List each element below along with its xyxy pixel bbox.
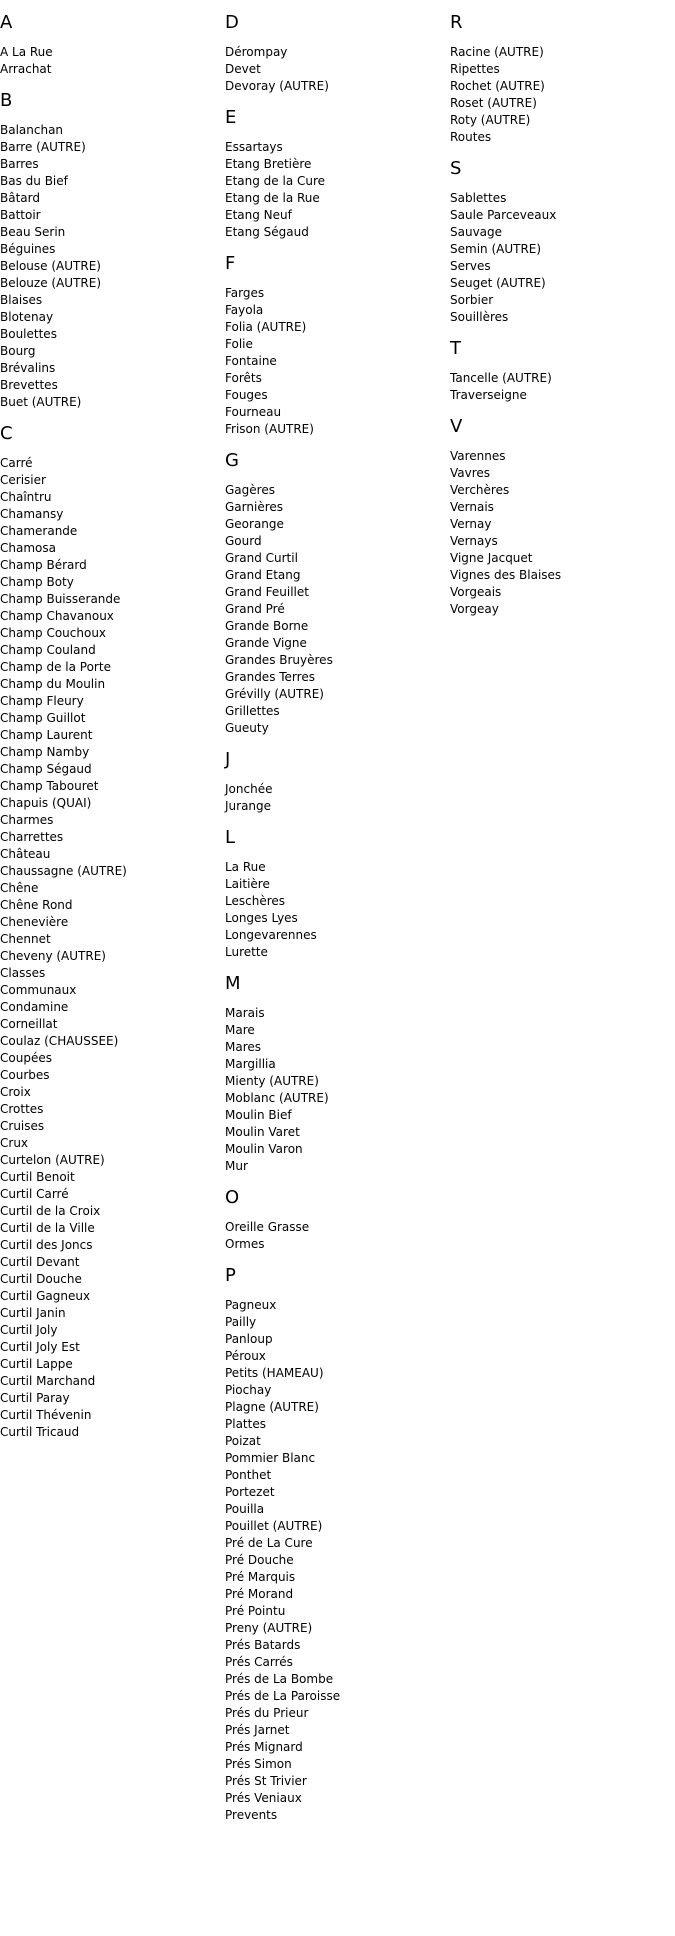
place-list [225,1219,445,1253]
place-link[interactable]: Champ du Moulin [0,677,106,691]
place-link[interactable]: Prés Mignard [225,1740,303,1754]
place-list [225,139,445,241]
letter-heading: O [225,1187,240,1208]
place-link[interactable]: Cruises [0,1119,45,1133]
place-link[interactable]: Curtelon (AUTRE) [0,1153,105,1167]
letter-heading: G [225,450,239,471]
place-link[interactable]: Champ Couchoux [0,626,107,640]
place-link[interactable]: Bâtard [0,191,40,205]
letter-section-j [225,749,445,815]
place-link[interactable]: Pailly [225,1315,257,1329]
place-link[interactable]: Roty (AUTRE) [450,113,531,127]
place-link[interactable]: Curtil Janin [0,1306,66,1320]
place-link[interactable]: Prés de La Bombe [225,1672,334,1686]
place-link[interactable]: Moulin Bief [225,1108,292,1122]
place-link[interactable]: Varennes [450,449,506,463]
place-link[interactable]: Battoir [0,208,41,222]
place-list [225,1297,445,1824]
place-link[interactable]: Béguines [0,242,56,256]
place-link[interactable]: Mare [225,1023,255,1037]
place-link[interactable]: Vorgeay [450,602,499,616]
place-link[interactable]: Grand Etang [225,568,301,582]
place-link[interactable]: Brévalins [0,361,56,375]
place-link[interactable]: Garnières [225,500,284,514]
place-link[interactable]: Champ Chavanoux [0,609,114,623]
letter-section-b [0,90,220,411]
letter-heading: T [450,338,461,359]
place-link[interactable]: Rochet (AUTRE) [450,79,545,93]
place-link[interactable]: Pré Marquis [225,1570,296,1584]
place-link[interactable]: Vignes des Blaises [450,568,562,582]
place-link[interactable]: Longevarennes [225,928,317,942]
place-link[interactable]: Champ Boty [0,575,74,589]
place-link[interactable]: Lurette [225,945,268,959]
place-link[interactable]: Fouges [225,388,268,402]
letter-heading: V [450,416,463,437]
place-link[interactable]: A La Rue [0,45,53,59]
place-link[interactable]: Etang Ségaud [225,225,309,239]
place-link[interactable]: Buet (AUTRE) [0,395,82,409]
place-link[interactable]: Dérompay [225,45,288,59]
place-list [225,44,445,95]
letter-section-t [450,338,670,404]
place-link[interactable]: Cheveny (AUTRE) [0,949,106,963]
place-link[interactable]: Bourg [0,344,36,358]
letter-section-m [225,973,445,1175]
place-link[interactable]: Curtil Lappe [0,1357,73,1371]
place-link[interactable]: Coupées [0,1051,52,1065]
place-link[interactable]: Curtil des Joncs [0,1238,93,1252]
place-link[interactable]: Grand Curtil [225,551,298,565]
place-link[interactable]: Oreille Grasse [225,1220,310,1234]
place-link[interactable]: Arrachat [0,62,52,76]
place-list [450,370,670,404]
place-link[interactable]: Racine (AUTRE) [450,45,544,59]
place-list [0,455,220,1441]
place-link[interactable]: Curtil Paray [0,1391,70,1405]
place-link[interactable]: Prés Batards [225,1638,301,1652]
place-link[interactable]: Blaises [0,293,43,307]
place-link[interactable]: Essartays [225,140,283,154]
place-link[interactable]: Grande Vigne [225,636,307,650]
place-link[interactable]: Brevettes [0,378,58,392]
place-link[interactable]: Pré de La Cure [225,1536,313,1550]
place-link[interactable]: Grillettes [225,704,280,718]
place-list [225,285,445,438]
letter-section-e [225,107,445,241]
place-link[interactable]: Péroux [225,1349,266,1363]
place-link[interactable]: Champ Namby [0,745,90,759]
place-link[interactable]: Vernay [450,517,492,531]
letter-heading: C [0,423,13,444]
index-column-3 [450,0,670,630]
place-link[interactable]: Courbes [0,1068,50,1082]
letter-heading: S [450,158,462,179]
place-link[interactable]: Curtil Joly Est [0,1340,80,1354]
place-link[interactable]: Portezet [225,1485,275,1499]
letter-section-v [450,416,670,618]
place-link[interactable]: Chêne Rond [0,898,73,912]
place-link[interactable]: Pagneux [225,1298,277,1312]
place-link[interactable]: Etang Bretière [225,157,312,171]
place-link[interactable]: Champ Bérard [0,558,87,572]
place-link[interactable]: Grande Borne [225,619,309,633]
place-link[interactable]: Chenevière [0,915,69,929]
place-list [450,44,670,146]
place-link[interactable]: Prevents [225,1808,278,1822]
place-link[interactable]: Curtil Devant [0,1255,80,1269]
letter-section-o [225,1187,445,1253]
place-link[interactable]: Vernais [450,500,494,514]
place-link[interactable]: Traverseigne [450,388,527,402]
letter-heading: L [225,827,236,848]
place-link[interactable]: Belouze (AUTRE) [0,276,101,290]
place-link[interactable]: Crottes [0,1102,44,1116]
place-link[interactable]: Belouse (AUTRE) [0,259,101,273]
place-link[interactable]: Vernays [450,534,498,548]
place-link[interactable]: Marais [225,1006,265,1020]
place-link[interactable]: Vigne Jacquet [450,551,533,565]
place-link[interactable]: Classes [0,966,46,980]
place-list [225,1005,445,1175]
place-link[interactable]: Laitière [225,877,270,891]
place-list [225,781,445,815]
place-link[interactable]: Georange [225,517,284,531]
place-link[interactable]: Chamerande [0,524,78,538]
place-link[interactable]: Champ Fleury [0,694,84,708]
letter-section-c [0,423,220,1441]
place-link[interactable]: Curtil Douche [0,1272,82,1286]
place-link[interactable]: Saule Parceveaux [450,208,557,222]
place-link[interactable]: Curtil de la Ville [0,1221,95,1235]
place-list [225,482,445,737]
place-link[interactable]: Petits (HAMEAU) [225,1366,324,1380]
letter-heading: R [450,12,463,33]
place-link[interactable]: Preny (AUTRE) [225,1621,313,1635]
place-link[interactable]: Leschères [225,894,285,908]
place-link[interactable]: Panloup [225,1332,273,1346]
place-list [225,859,445,961]
place-link[interactable]: Devet [225,62,261,76]
place-link[interactable]: Prés Jarnet [225,1723,290,1737]
place-link[interactable]: Moulin Varon [225,1142,303,1156]
place-link[interactable]: Roset (AUTRE) [450,96,537,110]
place-link[interactable]: Etang de la Rue [225,191,320,205]
place-list [450,190,670,326]
place-link[interactable]: Curtil Gagneux [0,1289,91,1303]
place-link[interactable]: Prés St Trivier [225,1774,307,1788]
place-link[interactable]: Mienty (AUTRE) [225,1074,319,1088]
place-link[interactable]: Folia (AUTRE) [225,320,307,334]
place-link[interactable]: Moblanc (AUTRE) [225,1091,329,1105]
place-link[interactable]: Longes Lyes [225,911,298,925]
index-column-2 [225,0,445,1836]
letter-section-g [225,450,445,737]
place-link[interactable]: Champ Guillot [0,711,86,725]
place-link[interactable]: Plagne (AUTRE) [225,1400,319,1414]
letter-section-a [0,12,220,78]
place-link[interactable]: Château [0,847,51,861]
place-link[interactable]: Curtil Thévenin [0,1408,92,1422]
place-link[interactable]: Poizat [225,1434,261,1448]
place-link[interactable]: Curtil Benoit [0,1170,75,1184]
place-link[interactable]: Prés du Prieur [225,1706,309,1720]
place-link[interactable]: Barre (AUTRE) [0,140,86,154]
place-link[interactable]: Curtil Tricaud [0,1425,80,1439]
place-link[interactable]: Vorgeais [450,585,502,599]
place-link[interactable]: Gourd [225,534,262,548]
place-link[interactable]: Etang de la Cure [225,174,326,188]
place-link[interactable]: Routes [450,130,492,144]
place-link[interactable]: Farges [225,286,265,300]
place-link[interactable]: Grand Feuillet [225,585,309,599]
place-link[interactable]: Barres [0,157,39,171]
place-link[interactable]: Chaussagne (AUTRE) [0,864,127,878]
place-link[interactable]: Frison (AUTRE) [225,422,314,436]
letter-heading: M [225,973,241,994]
place-link[interactable]: Piochay [225,1383,272,1397]
letter-heading: A [0,12,13,33]
place-link[interactable]: Chamosa [0,541,56,555]
place-link[interactable]: Champ Ségaud [0,762,92,776]
place-link[interactable]: Gagères [225,483,275,497]
place-link[interactable]: Pommier Blanc [225,1451,316,1465]
place-link[interactable]: Pré Douche [225,1553,294,1567]
place-link[interactable]: Boulettes [0,327,57,341]
letter-heading: B [0,90,13,111]
letter-section-s [450,158,670,326]
place-link[interactable]: Prés Veniaux [225,1791,302,1805]
letter-section-r [450,12,670,146]
place-link[interactable]: Fayola [225,303,264,317]
place-link[interactable]: Fontaine [225,354,277,368]
place-link[interactable]: Curtil Marchand [0,1374,96,1388]
place-link[interactable]: Prés Carrés [225,1655,293,1669]
place-link[interactable]: Champ Buisserande [0,592,121,606]
index-column-1 [0,0,220,1453]
place-link[interactable]: Margillia [225,1057,276,1071]
place-link[interactable]: Moulin Varet [225,1125,300,1139]
letter-heading: E [225,107,237,128]
place-link[interactable]: Communaux [0,983,77,997]
place-link[interactable]: Champ de la Porte [0,660,111,674]
letter-heading: D [225,12,239,33]
place-link[interactable]: Devoray (AUTRE) [225,79,329,93]
letter-heading: J [225,749,231,770]
place-link[interactable]: Sablettes [450,191,507,205]
letter-heading: P [225,1265,236,1286]
place-link[interactable]: Carré [0,456,33,470]
place-link[interactable]: Crux [0,1136,29,1150]
letter-heading: F [225,253,236,274]
letter-section-d [225,12,445,95]
place-link[interactable]: Folie [225,337,253,351]
place-link[interactable]: Curtil de la Croix [0,1204,101,1218]
place-link[interactable]: Sorbier [450,293,494,307]
place-link[interactable]: Blotenay [0,310,54,324]
place-link[interactable]: Prés de La Paroisse [225,1689,341,1703]
place-link[interactable]: Gueuty [225,721,269,735]
place-link[interactable]: Champ Tabouret [0,779,99,793]
place-link[interactable]: Cerisier [0,473,46,487]
place-link[interactable]: Sauvage [450,225,503,239]
place-link[interactable]: Vavres [450,466,491,480]
place-link[interactable]: Corneillat [0,1017,58,1031]
place-link[interactable]: Curtil Joly [0,1323,58,1337]
place-link[interactable]: Curtil Carré [0,1187,69,1201]
place-link[interactable]: Chapuis (QUAI) [0,796,92,810]
place-link[interactable]: Verchères [450,483,510,497]
place-link[interactable]: Beau Serin [0,225,66,239]
place-link[interactable]: Chaîntru [0,490,52,504]
place-link[interactable]: Pouilla [225,1502,265,1516]
place-link[interactable]: Chêne [0,881,39,895]
place-link[interactable]: Semin (AUTRE) [450,242,542,256]
letter-section-p [225,1265,445,1824]
place-list [450,448,670,618]
place-link[interactable]: Etang Neuf [225,208,292,222]
place-link[interactable]: Mares [225,1040,262,1054]
place-link[interactable]: Tancelle (AUTRE) [450,371,552,385]
place-link[interactable]: Pré Pointu [225,1604,286,1618]
place-link[interactable]: Charmes [0,813,54,827]
place-link[interactable]: Fourneau [225,405,282,419]
place-link[interactable]: Jonchée [225,782,273,796]
place-link[interactable]: Chamansy [0,507,64,521]
place-link[interactable]: Chennet [0,932,51,946]
place-link[interactable]: Champ Couland [0,643,96,657]
place-link[interactable]: Ormes [225,1237,265,1251]
place-link[interactable]: Mur [225,1159,248,1173]
place-link[interactable]: Ripettes [450,62,500,76]
place-link[interactable]: Condamine [0,1000,69,1014]
place-list [0,44,220,78]
place-link[interactable]: Serves [450,259,491,273]
place-link[interactable]: Ponthet [225,1468,272,1482]
place-link[interactable]: Grandes Bruyères [225,653,333,667]
place-link[interactable]: Balanchan [0,123,64,137]
place-link[interactable]: La Rue [225,860,266,874]
place-link[interactable]: Charrettes [0,830,64,844]
place-link[interactable]: Grandes Terres [225,670,315,684]
place-link[interactable]: Forêts [225,371,262,385]
place-link[interactable]: Bas du Bief [0,174,68,188]
place-link[interactable]: Coulaz (CHAUSSEE) [0,1034,119,1048]
place-link[interactable]: Pouillet (AUTRE) [225,1519,323,1533]
place-list [0,122,220,411]
place-link[interactable]: Souillères [450,310,509,324]
place-link[interactable]: Croix [0,1085,31,1099]
letter-section-f [225,253,445,438]
place-link[interactable]: Champ Laurent [0,728,93,742]
place-link[interactable]: Grévilly (AUTRE) [225,687,324,701]
place-link[interactable]: Seuget (AUTRE) [450,276,546,290]
place-link[interactable]: Grand Pré [225,602,285,616]
place-link[interactable]: Plattes [225,1417,266,1431]
place-link[interactable]: Prés Simon [225,1757,292,1771]
letter-section-l [225,827,445,961]
place-link[interactable]: Jurange [225,799,272,813]
place-link[interactable]: Pré Morand [225,1587,294,1601]
